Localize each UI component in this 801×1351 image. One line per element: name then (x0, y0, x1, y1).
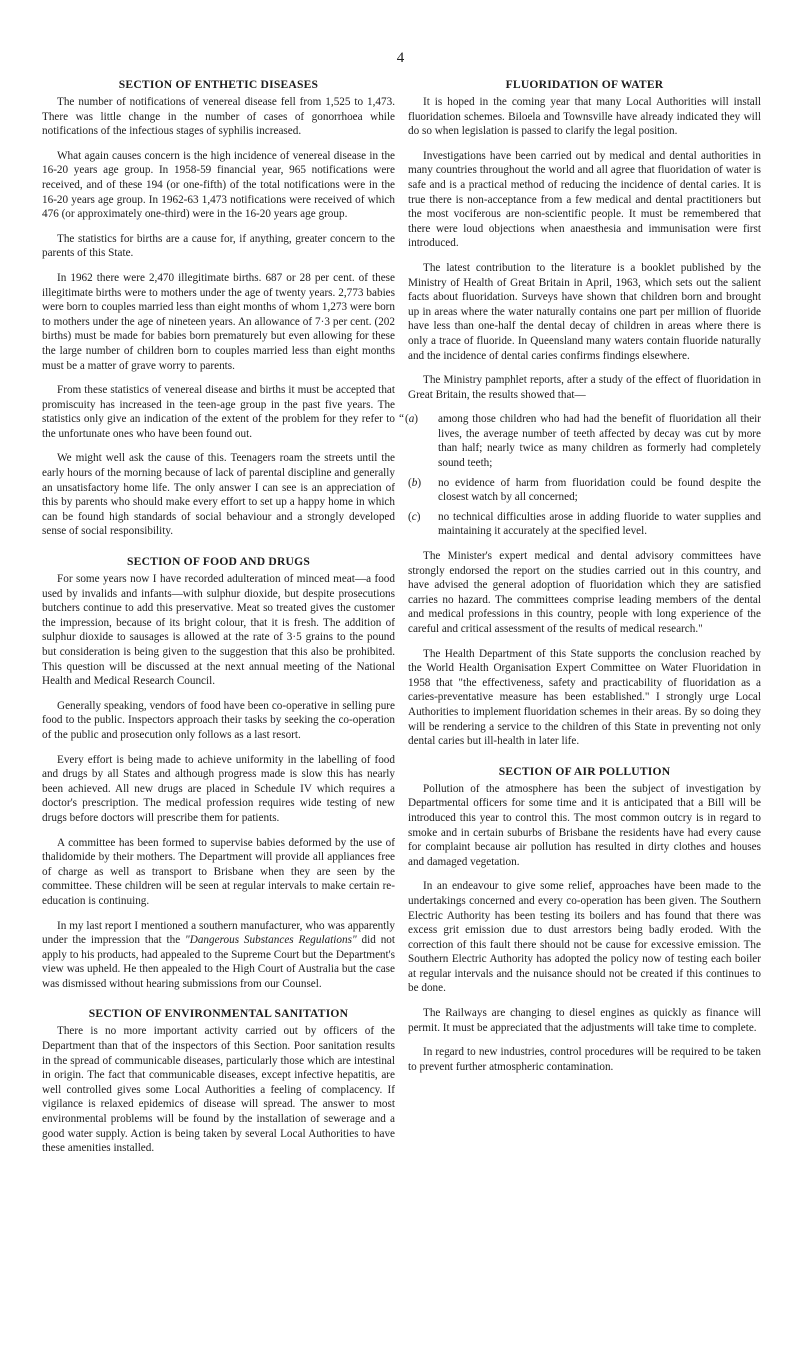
text-run: In my last report I mentioned a southern manufacturer, who was apparently under the impression that the (42, 919, 395, 947)
paragraph: It is hoped in the coming year that many Local Authorities will install fluoridation schemes. Biloela and Townsville have already indicated they will do so when legislation is passed to clarify the legal position. (408, 96, 761, 138)
paragraph: In 1962 there were 2,470 illegitimate births. 687 or 28 per cent. of these illegitimate births were to mothers under the age of twenty years. 2,773 babies were born to couples married less than eight months of whom 1,273 were born to mothers under the age of nineteen years. An allowance of 7·3 per cent. (202 births) must be made for babies born prematurely but even allowing for these the large number of children born to couples married less than eight months must be a matter of grave worry to parents. (42, 271, 395, 372)
paragraph (42, 919, 395, 992)
findings-list (399, 412, 761, 539)
paragraph: The Minister's expert medical and dental advisory committees have strongly endorsed the report on the studies carried out in this country, and have advised the general adoption of fluoridation which they are satisfied carries no hazard. The committees comprise leading members of the dental and medical professions in this country, people with long experience of the careful and critical assessment of the results of medical research." (408, 550, 761, 635)
section-heading-sanitation: SECTION OF ENVIRONMENTAL SANITATION (88, 1007, 349, 1021)
section-heading-air-pollution: SECTION OF AIR POLLUTION (498, 764, 671, 778)
paragraph: The statistics for births are a cause for, if anything, greater concern to the parents of this State. (42, 232, 395, 260)
paragraph: For some years now I have recorded adulteration of minced meat—a food used by invalids and infants—with sulphur dioxide, but despite prosecutions butchers continue to add this preservative. Meat so treated gives the customer the impression, because of its bright colour, that it is fresh. The addition of sulphur dioxide to sausages is allowed at the rate of 3·5 grains to the pound but consideration is being given to the suggestion that this also be prohibited. This question will be discussed at the next annual meeting of the National Health and Medical Research Council. (42, 573, 395, 688)
list-marker: “(a) (399, 413, 419, 426)
page-number: 4 (396, 50, 405, 66)
right-column (399, 78, 761, 1084)
list-item-text: no evidence of harm from fluoridation could be found despite the closest watch by all concerned; (438, 476, 761, 504)
list-marker: (b) (408, 476, 422, 489)
section-heading-enthetic: SECTION OF ENTHETIC DISEASES (118, 78, 319, 91)
paragraph: Pollution of the atmosphere has been the subject of investigation by Departmental officers for some time and it is anticipated that a Bill will be introduced this year to control this. The most common outcry is in regard to smoke and in certain suburbs of Brisbane the residents have had every cause for complaint because air pollution has resulted in dirty clothes and houses and damaged vegetation. (408, 782, 761, 868)
paragraph: From these statistics of venereal disease and births it must be accepted that promiscuity has increased in the teen-age group in the past five years. The statistics only give an indication of the extent of the problem for they refer to the unfortunate ones who have been found out. (42, 384, 395, 440)
paragraph: The Ministry pamphlet reports, after a study of the effect of fluoridation in Great Britain, the results showed that— (408, 374, 761, 401)
paragraph: Investigations have been carried out by medical and dental authorities in many countries throughout the world and all agree that fluoridation of water is safe and is a practical method of reducing the incidence of dental caries. It is true there is non-acceptance from a few medical and dental practitioners but the most vociferous are non-scientific people. It must be remembered that there were loud objections when anaesthesia and immunisation were first introduced. (408, 149, 761, 250)
paragraph: Generally speaking, vendors of food have been co-operative in selling pure food to the public. Inspectors approach their tasks by seeking the co-operation of the public and prosecution only follows as a last resort. (42, 699, 395, 741)
paragraph: Every effort is being made to achieve uniformity in the labelling of food and drugs by all States and although progress made is slow this has nearly been achieved. All new drugs are placed in Schedule IV which requires a doctor's prescription. The medical profession requires wide testing of new drugs before doctors will prescribe them for patients. (42, 753, 395, 824)
list-item (399, 412, 761, 470)
paragraph: The Health Department of this State supports the conclusion reached by the World Health Organisation Expert Committee on Water Fluoridation in 1958 that "the effectiveness, safety and practicability of fluoridation as a caries-preventative measure has been established." I strongly urge Local Authorities to implement fluoridation schemes in their areas. By so doing they will be rendering a service to the children of this State in preventing not only dental caries but ill-health in later life. (408, 647, 761, 748)
paragraph: In an endeavour to give some relief, approaches have been made to the undertakings concerned and every co-operation has been given. The Southern Electric Authority has been testing its boilers and has found that there was excess grit emission due to dust arrestors being badly eroded. With the correction of this fault there should not be cause for excessive emission. The Southern Electric Authority has adopted the policy now of testing each boiler at regular intervals and the nuisance should not be created if this continues to be done. (408, 880, 761, 995)
list-item-text: among those children who had had the benefit of fluoridation all their lives, the average number of teeth affected by decay was cut by more than half; nearly twice as many children as formerly had completely sound teeth; (438, 413, 761, 470)
paragraph: In regard to new industries, control procedures will be required to be taken to prevent further atmospheric contamination. (408, 1046, 761, 1073)
left-column (42, 78, 395, 1166)
section-heading-fluoridation: FLUORIDATION OF WATER (505, 78, 664, 91)
paragraph: A committee has been formed to supervise babies deformed by the use of thalidomide by their mothers. The Department will provide all appliances free of charge as well as transport to Brisbane when they are seen by the committee. These children will be seen at regular intervals to make certain re-education is continuing. (42, 836, 395, 907)
regulations-title: "Dangerous Substances Regulations" (185, 934, 357, 947)
list-item-text: no technical difficulties arose in adding fluoride to water supplies and maintaining it accurately at the specified level. (438, 510, 761, 538)
paragraph: What again causes concern is the high incidence of venereal disease in the 16-20 years age group. In 1958-59 financial year, 965 notifications were received, and of these 194 (or one-fifth) of the total notifications were in the 16-20 years age group. In 1962-63 1,473 notifications were received of which 476 (or approximately one-third) were in the 16-20 years age group. (42, 149, 395, 221)
paragraph: The Railways are changing to diesel engines as quickly as finance will permit. It must be appreciated that the adjustments will take time to complete. (408, 1007, 761, 1034)
paragraph: The number of notifications of venereal disease fell from 1,525 to 1,473. There was little change in the number of cases of gonorrhoea while notifications of the infectious stages of syphilis increased. (42, 96, 395, 138)
text-run: did not apply to his products, had appealed to the Supreme Court but the Department's view was upheld. He then appealed to the High Court of Australia but the case was dismissed without hearing submissions from our Counsel. (42, 934, 395, 990)
section-heading-food-drugs: SECTION OF FOOD AND DRUGS (126, 555, 310, 569)
paragraph: The latest contribution to the literature is a booklet published by the Ministry of Health of Great Britain in April, 1963, which sets out the salient facts about fluoridation. Surveys have shown that children born and brought up in areas where the water naturally contains one part per million of fluoride have less than one-half the dental decay of children in areas where there is only a trace of fluoride. In Queensland many waters contain fluoride naturally and the incidence of dental caries confirms findings elsewhere. (408, 261, 761, 362)
list-item (408, 476, 761, 505)
list-item (408, 510, 761, 539)
paragraph: There is no more important activity carried out by officers of the Department than that of the inspectors of this Section. Poor sanitation results in the spread of communicable diseases, particularly those which are intestinal in origin. The fact that communicable diseases, except infective hepatitis, are well controlled gives some Local Authorities a feeling of complacency. If vigilance is relaxed epidemics of disease will spread. The answer to most environmental problems will be found by the installation of sewerage and a good water supply. Action is being taken by several Local Authorities to have these amenities installed. (42, 1025, 395, 1155)
paragraph: We might well ask the cause of this. Teenagers roam the streets until the early hours of the morning because of lack of parental discipline and generally an unsatisfactory home life. The only answer I can see is an appreciation of this by parents who should make every effort to set up a happy home in which can be found high standards of social behaviour and a strongly developed sense of social responsibility. (42, 452, 395, 538)
list-marker: (c) (408, 510, 421, 523)
